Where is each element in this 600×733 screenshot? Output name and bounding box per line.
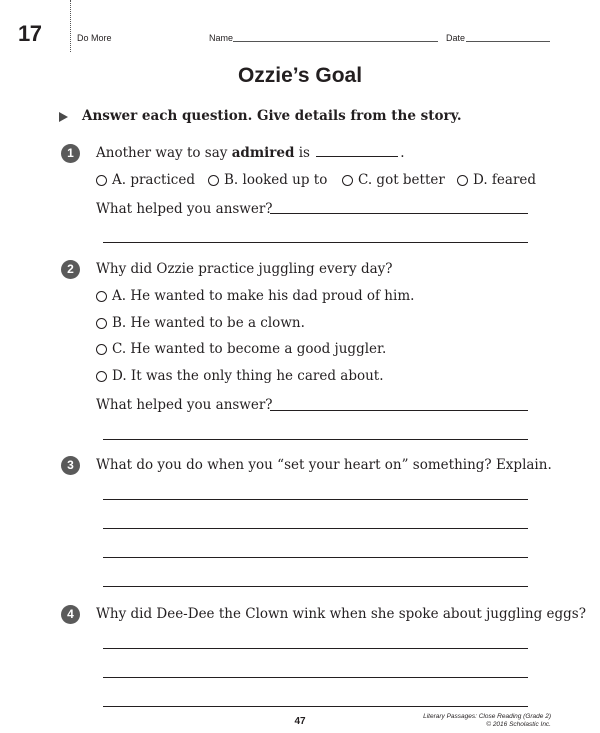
header-divider bbox=[70, 0, 71, 52]
q4-answer-line[interactable] bbox=[103, 706, 528, 707]
question-1-text bbox=[96, 145, 405, 161]
question-4-text: Why did Dee-Dee the Clown wink when she spoke about juggling eggs? bbox=[96, 606, 586, 622]
instruction-text: Answer each question. Give details from the story. bbox=[82, 108, 462, 124]
option-label: A. He wanted to make his dad proud of him. bbox=[112, 288, 415, 304]
q1-option-d[interactable] bbox=[457, 172, 536, 188]
name-field[interactable] bbox=[233, 41, 438, 42]
q1-answer-line[interactable] bbox=[103, 242, 528, 243]
credit-line-1: Literary Passages: Close Reading (Grade 2) bbox=[423, 713, 551, 720]
radio-circle-icon bbox=[208, 175, 219, 186]
q3-answer-line[interactable] bbox=[103, 557, 528, 558]
radio-circle-icon bbox=[96, 318, 107, 329]
q4-answer-line[interactable] bbox=[103, 677, 528, 678]
q2-option-d[interactable] bbox=[96, 368, 384, 384]
radio-circle-icon bbox=[342, 175, 353, 186]
q2-helper-answer-line[interactable] bbox=[270, 410, 528, 411]
section-label: Do More bbox=[77, 33, 112, 43]
option-label: D. It was the only thing he cared about. bbox=[112, 368, 384, 384]
radio-circle-icon bbox=[96, 371, 107, 382]
option-label: C. got better bbox=[358, 172, 445, 188]
play-arrow-icon bbox=[59, 112, 68, 122]
q1-helper-answer-line[interactable] bbox=[270, 213, 528, 214]
page-title: Ozzie’s Goal bbox=[237, 64, 363, 87]
q1-helper-label: What helped you answer? bbox=[96, 201, 273, 217]
question-number-badge: 2 bbox=[61, 260, 80, 279]
q2-option-a[interactable] bbox=[96, 288, 414, 304]
q2-helper-label: What helped you answer? bbox=[96, 397, 273, 413]
option-label: D. feared bbox=[473, 172, 537, 188]
q2-option-c[interactable] bbox=[96, 341, 386, 357]
question-1-is: is bbox=[294, 145, 310, 161]
date-field[interactable] bbox=[466, 41, 550, 42]
question-1-blank[interactable] bbox=[316, 156, 398, 157]
q1-option-b[interactable] bbox=[208, 172, 327, 188]
q2-option-b[interactable] bbox=[96, 315, 305, 331]
radio-circle-icon bbox=[96, 344, 107, 355]
question-2-text: Why did Ozzie practice juggling every day? bbox=[96, 261, 393, 277]
name-label: Name bbox=[209, 33, 234, 43]
q1-option-c[interactable] bbox=[342, 172, 445, 188]
radio-circle-icon bbox=[457, 175, 468, 186]
question-number-badge: 4 bbox=[61, 605, 80, 624]
date-label: Date bbox=[446, 33, 466, 43]
question-1-bold-word: admired bbox=[231, 145, 295, 161]
page-section-number: 17 bbox=[18, 21, 42, 46]
footer-credit bbox=[423, 713, 551, 729]
q3-answer-line[interactable] bbox=[103, 586, 528, 587]
option-label: C. He wanted to become a good juggler. bbox=[112, 341, 387, 357]
credit-line-2: © 2016 Scholastic Inc. bbox=[486, 721, 551, 728]
question-1-prefix: Another way to say bbox=[96, 145, 232, 161]
radio-circle-icon bbox=[96, 291, 107, 302]
q1-option-a[interactable] bbox=[96, 172, 195, 188]
option-label: B. He wanted to be a clown. bbox=[112, 315, 305, 331]
q3-answer-line[interactable] bbox=[103, 528, 528, 529]
radio-circle-icon bbox=[96, 175, 107, 186]
question-3-text: What do you do when you “set your heart on” something? Explain. bbox=[96, 457, 552, 473]
question-1-period: . bbox=[400, 145, 405, 161]
option-label: A. practiced bbox=[112, 172, 195, 188]
question-number-badge: 1 bbox=[61, 144, 80, 163]
q2-answer-line[interactable] bbox=[103, 439, 528, 440]
option-label: B. looked up to bbox=[224, 172, 328, 188]
question-number-badge: 3 bbox=[61, 456, 80, 475]
page-number: 47 bbox=[294, 716, 306, 727]
q4-answer-line[interactable] bbox=[103, 648, 528, 649]
q3-answer-line[interactable] bbox=[103, 499, 528, 500]
